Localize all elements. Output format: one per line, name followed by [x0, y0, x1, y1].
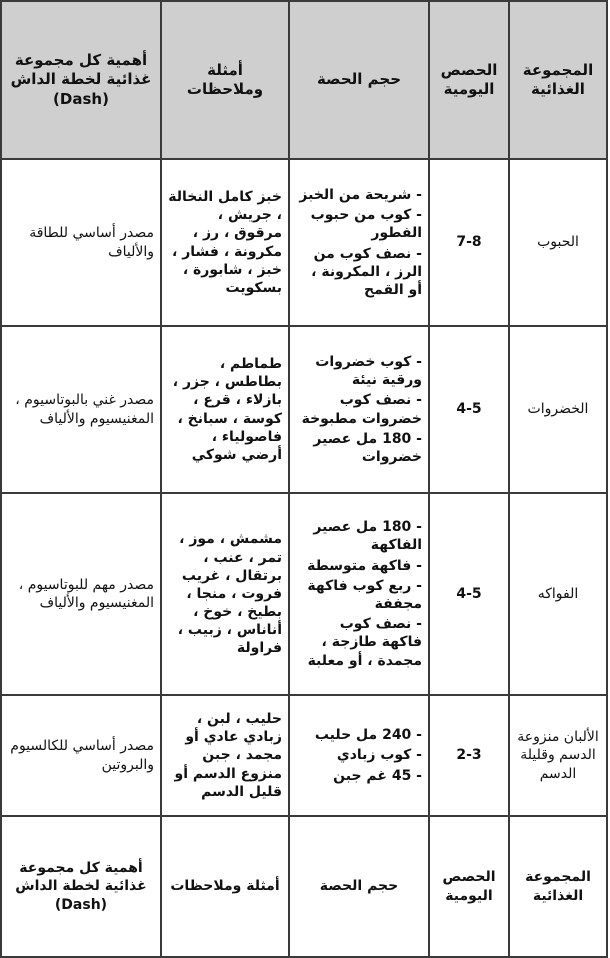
importance-cell: مصدر غني بالبوتاسيوم ، المغنيسيوم والألياف: [1, 326, 161, 493]
portion-item: - كوب من حبوب الفطور: [310, 207, 422, 242]
footer-examples: أمثلة وملاحظات: [161, 816, 289, 957]
servings-cell: 2-3: [429, 695, 509, 816]
footer-portion: حجم الحصة: [289, 816, 429, 957]
header-examples-text: أمثلة وملاحظات: [186, 60, 264, 98]
portion-item: - نصف كوب فاكهة طازجة ، مجمدة ، أو معلبة: [307, 616, 422, 669]
portion-cell: [289, 493, 429, 695]
header-importance: [1, 1, 161, 159]
servings-cell: 4-5: [429, 326, 509, 493]
table-row: [1, 493, 607, 695]
group-cell: الحبوب: [509, 159, 607, 326]
table-row: [1, 695, 607, 816]
footer-importance-text: أهمية كل مجموعة غذائية لخطة الداش: [15, 860, 147, 895]
portion-item: - شريحة من الخبز: [299, 186, 422, 203]
importance-cell: مصدر مهم للبوتاسيوم ، المغنيسيوم والألياف: [1, 493, 161, 695]
importance-cell: مصدر أساسي للكالسيوم والبروتين: [1, 695, 161, 816]
header-servings: [429, 1, 509, 159]
portion-item: - 180 مل عصير خضروات: [313, 430, 422, 465]
portion-item: - نصف كوب من الرز ، المكرونة ، أو القمح: [311, 245, 422, 298]
portion-cell: [289, 326, 429, 493]
portion-item: - 240 مل حليب: [314, 727, 422, 744]
importance-cell: مصدر أساسي للطاقة والألياف: [1, 159, 161, 326]
portion-item: - ربع كوب فاكهة مجففة: [307, 577, 422, 612]
header-group: [509, 1, 607, 159]
footer-row: [1, 816, 607, 957]
portion-item: - 180 مل عصير الفاكهة: [313, 519, 422, 554]
header-importance-text: أهمية كل مجموعة غذائية لخطة الداش: [10, 50, 152, 89]
footer-servings: الحصص اليومية: [429, 816, 509, 957]
portion-item: - كوب زبادي: [336, 747, 422, 764]
header-importance-latin: (Dash): [53, 89, 109, 108]
header-portion-text: حجم الحصة: [316, 70, 402, 89]
header-portion: [289, 1, 429, 159]
examples-cell: خبز كامل النخالة ، جريش ، مرقوق ، رز ، مكرونة ، فشار ، خبز ، شابورة ، بسكويت: [161, 159, 289, 326]
group-cell: الفواكه: [509, 493, 607, 695]
portion-item: - 45 غم جبن: [333, 767, 422, 784]
header-servings-text: الحصص اليومية: [440, 60, 498, 98]
dash-diet-table-wrapper: [2, 0, 608, 958]
footer-group: المجموعة الغذائية: [509, 816, 607, 957]
examples-cell: حليب ، لبن ، زبادي عادي أو مجمد ، جبن منزوع الدسم أو قليل الدسم: [161, 695, 289, 816]
servings-cell: 4-5: [429, 493, 509, 695]
portion-item: - كوب خضروات ورقية نيئة: [315, 353, 422, 389]
header-row: [1, 1, 607, 159]
table-row: [1, 326, 607, 493]
portion-item: - فاكهة متوسطة: [307, 557, 422, 574]
table-row: [1, 159, 607, 326]
examples-cell: طماطم ، بطاطس ، جزر ، بازلاء ، قرع ، كوسة ، سبانخ ، فاصولياء ، أرضي شوكي: [161, 326, 289, 493]
examples-cell: مشمش ، موز ، تمر ، عنب ، برتقال ، غريب فروت ، منجا ، بطيخ ، خوخ ، أناناس ، زبيب ، فراولة: [161, 493, 289, 695]
group-cell: الخضروات: [509, 326, 607, 493]
group-cell: الألبان منزوعة الدسم وقليلة الدسم: [509, 695, 607, 816]
portion-cell: [289, 695, 429, 816]
portion-cell: [289, 159, 429, 326]
portion-item: - نصف كوب خضروات مطبوخة: [301, 392, 422, 427]
header-examples: [161, 1, 289, 159]
footer-importance: [1, 816, 161, 957]
footer-importance-latin: (Dash): [54, 896, 108, 913]
header-group-text: المجموعة الغذائية: [522, 60, 594, 98]
servings-cell: 7-8: [429, 159, 509, 326]
